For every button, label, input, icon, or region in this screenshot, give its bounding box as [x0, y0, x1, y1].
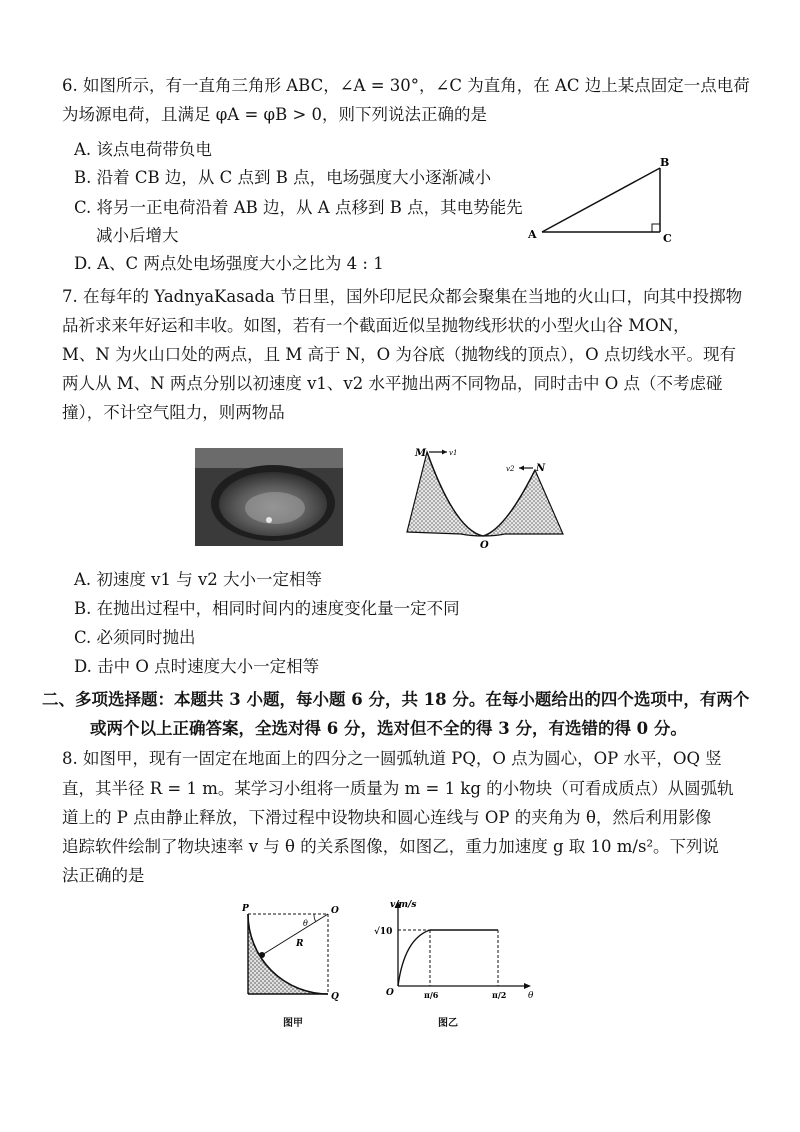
q6-option-b: B. 沿着 CB 边，从 C 点到 B 点，电场强度大小逐渐减小	[74, 168, 492, 187]
quarter-circle-track-figure	[240, 900, 350, 1008]
q7-option-b: B. 在抛出过程中，相同时间内的速度变化量一定不同	[74, 599, 460, 618]
label-o: O	[480, 540, 489, 551]
section2-heading-line1: 二、多项选择题：本题共 3 小题，每小题 6 分，共 18 分。在每小题给出的四个选项中，有两个	[42, 690, 750, 709]
graph-x-tick-2: π/2	[492, 990, 507, 1000]
graph-x-tick-1: π/6	[424, 990, 439, 1000]
v-theta-graph	[368, 896, 538, 1011]
section2-heading-line2: 或两个以上正确答案，全选对得 6 分，选对但不全的得 3 分，有选错的得 0 分。	[90, 719, 687, 738]
q8-stem-line3: 道上的 P 点由静止释放，下滑过程中设物块和圆心连线与 OP 的夹角为 θ，然后利用影像	[62, 808, 712, 827]
label-a: A	[528, 228, 537, 241]
q7-option-a: A. 初速度 v1 与 v2 大小一定相等	[74, 570, 323, 589]
graph-y-tick: √10	[374, 927, 393, 937]
graph-x-label: θ	[528, 991, 534, 1001]
q8-stem-line4: 追踪软件绘制了物块速率 v 与 θ 的关系图像，如图乙，重力加速度 g 取 10 m/s²。下列说	[62, 837, 720, 856]
figure-yi-caption: 图乙	[438, 1018, 458, 1029]
q7-option-d: D. 击中 O 点时速度大小一定相等	[74, 657, 320, 676]
label-m: M	[415, 448, 427, 459]
volcano-valley-figure	[405, 440, 575, 555]
q8-stem-line1: 8. 如图甲，现有一固定在地面上的四分之一圆弧轨道 PQ，O 点为圆心，OP 水平，OQ 竖	[62, 749, 722, 768]
q7-stem-line5: 撞），不计空气阻力，则两物品	[62, 403, 285, 422]
q6-option-a: A. 该点电荷带负电	[74, 140, 212, 159]
label-c: C	[663, 232, 672, 245]
q7-option-c: C. 必须同时抛出	[74, 628, 196, 647]
q6-option-c-cont: 减小后增大	[96, 226, 179, 245]
label-p: P	[242, 904, 249, 914]
volcano-photo	[195, 448, 343, 546]
q7-stem-line1: 7. 在每年的 YadnyaKasada 节日里，国外印尼民众都会聚集在当地的火山口，向其中投掷物	[62, 287, 743, 306]
label-b: B	[660, 156, 670, 169]
label-theta: θ	[303, 919, 308, 928]
label-n: N	[536, 463, 546, 474]
q6-stem-line2: 为场源电荷，且满足 φA = φB > 0，则下列说法正确的是	[62, 105, 488, 124]
label-v1: v1	[449, 449, 458, 457]
q7-stem-line4: 两人从 M、N 两点分别以初速度 v1、v2 水平抛出两不同物品，同时击中 O 点（不考虑碰	[62, 374, 723, 393]
label-o-center: O	[331, 906, 339, 916]
q6-option-d: D. A、C 两点处电场强度大小之比为 4 : 1	[74, 254, 384, 273]
graph-origin: O	[386, 988, 394, 998]
figure-jia-caption: 图甲	[283, 1018, 303, 1029]
triangle-abc-figure	[520, 150, 690, 250]
q7-stem-line2: 品祈求来年好运和丰收。如图，若有一个截面近似呈抛物线形状的小型火山谷 MON，	[62, 316, 690, 335]
label-q: Q	[331, 992, 339, 1002]
label-v2: v2	[506, 465, 515, 473]
q6-stem-line1: 6. 如图所示，有一直角三角形 ABC，∠A = 30°，∠C 为直角，在 AC 边上某点固定一点电荷	[62, 76, 750, 95]
graph-y-label: v/m/s	[390, 900, 417, 910]
q8-stem-line2: 直，其半径 R = 1 m。某学习小组将一质量为 m = 1 kg 的小物块（可看成质点）从圆弧轨	[62, 779, 734, 798]
q7-stem-line3: M、N 为火山口处的两点，且 M 高于 N，O 为谷底（抛物线的顶点），O 点切线水平。现有	[62, 345, 736, 364]
q6-option-c: C. 将另一正电荷沿着 AB 边，从 A 点移到 B 点，其电势能先	[74, 198, 523, 217]
q8-stem-line5: 法正确的是	[62, 866, 145, 885]
label-r: R	[296, 939, 304, 949]
